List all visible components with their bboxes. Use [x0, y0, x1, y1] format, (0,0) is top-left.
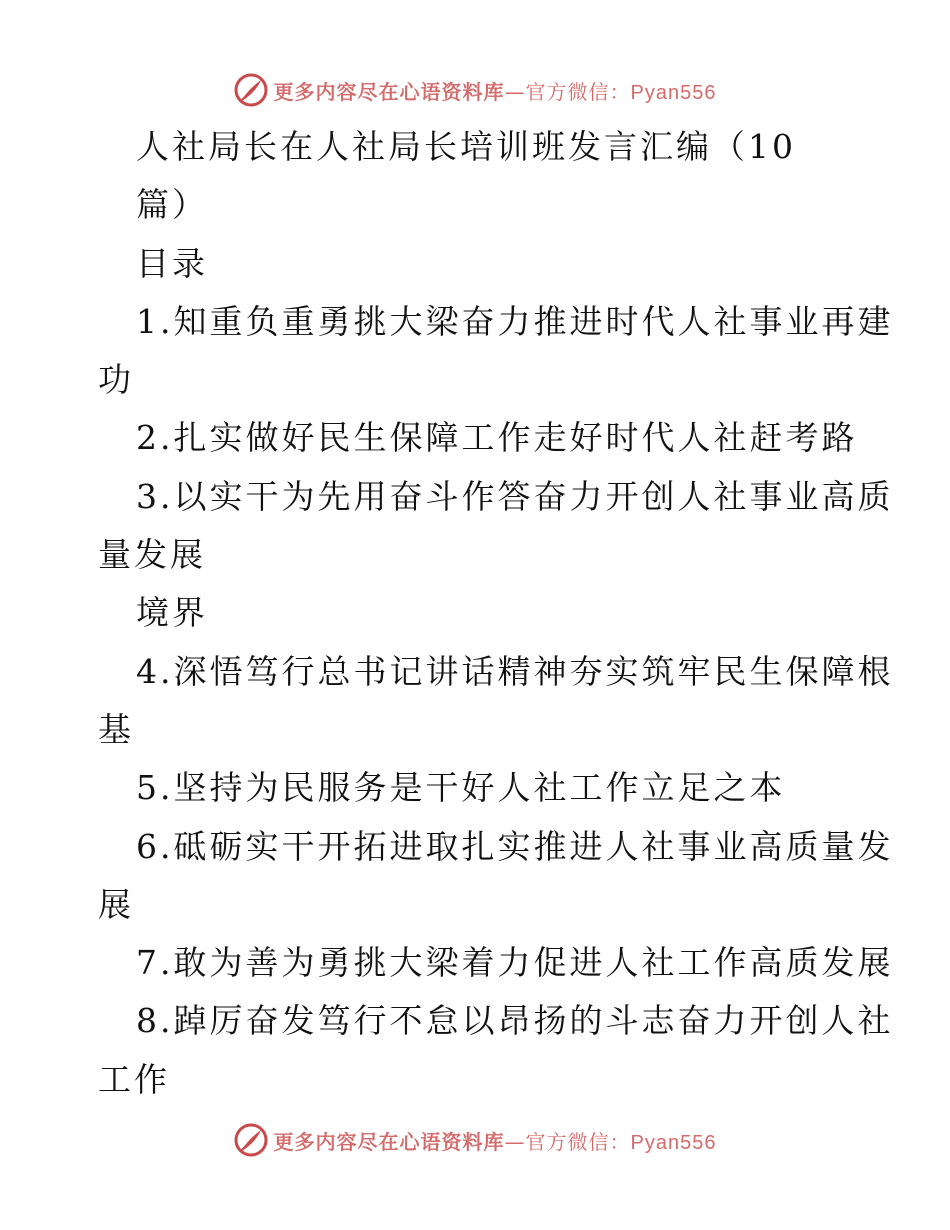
banner-main-text: 更多内容尽在心语资料库: [273, 79, 505, 104]
banner-wechat-label: 官方微信：: [525, 79, 631, 104]
toc-item-2: 2.扎实做好民生保障工作走好时代人社赶考路: [136, 418, 858, 458]
toc-item-8-cont: 工作: [98, 1059, 170, 1099]
toc-item-4: 4.深悟笃行总书记讲话精神夯实筑牢民生保障根: [136, 651, 894, 691]
document-title-line-1: 人社局长在人社局长培训班发言汇编（10: [136, 127, 796, 166]
quill-logo-icon: [234, 1123, 268, 1157]
banner-text: [274, 76, 717, 105]
banner-dash: —: [504, 79, 526, 104]
banner-wechat-id: Pyan556: [630, 81, 717, 104]
header-watermark-banner: [0, 70, 950, 110]
banner-text: [274, 1126, 717, 1155]
quill-logo-icon: [234, 73, 268, 107]
banner-wechat-label: 官方微信：: [525, 1129, 631, 1154]
banner-wechat-id: Pyan556: [630, 1131, 717, 1154]
toc-item-7: 7.敢为善为勇挑大梁着力促进人社工作高质发展: [136, 943, 894, 983]
toc-heading: 目录: [136, 243, 208, 283]
toc-item-3-cont: 量发展: [98, 535, 206, 575]
toc-item-4-cont: 基: [98, 709, 134, 749]
toc-item-1-cont: 功: [98, 360, 134, 400]
toc-item-6: 6.砥砺实干开拓进取扎实推进人社事业高质量发: [136, 826, 894, 866]
toc-item-3: 3.以实干为先用奋斗作答奋力开创人社事业高质: [136, 476, 894, 516]
footer-watermark-banner: [0, 1120, 950, 1160]
toc-item-8: 8.踔厉奋发笃行不怠以昂扬的斗志奋力开创人社: [136, 1001, 894, 1041]
document-body: [98, 118, 894, 1109]
toc-item-5: 5.坚持为民服务是干好人社工作立足之本: [136, 768, 786, 808]
banner-main-text: 更多内容尽在心语资料库: [273, 1129, 505, 1154]
toc-item-3-extra: 境界: [136, 593, 208, 633]
document-title-line-2: 篇）: [136, 185, 208, 225]
toc-item-6-cont: 展: [98, 884, 134, 924]
banner-dash: —: [504, 1129, 526, 1154]
toc-item-1: 1.知重负重勇挑大梁奋力推进时代人社事业再建: [136, 301, 894, 341]
